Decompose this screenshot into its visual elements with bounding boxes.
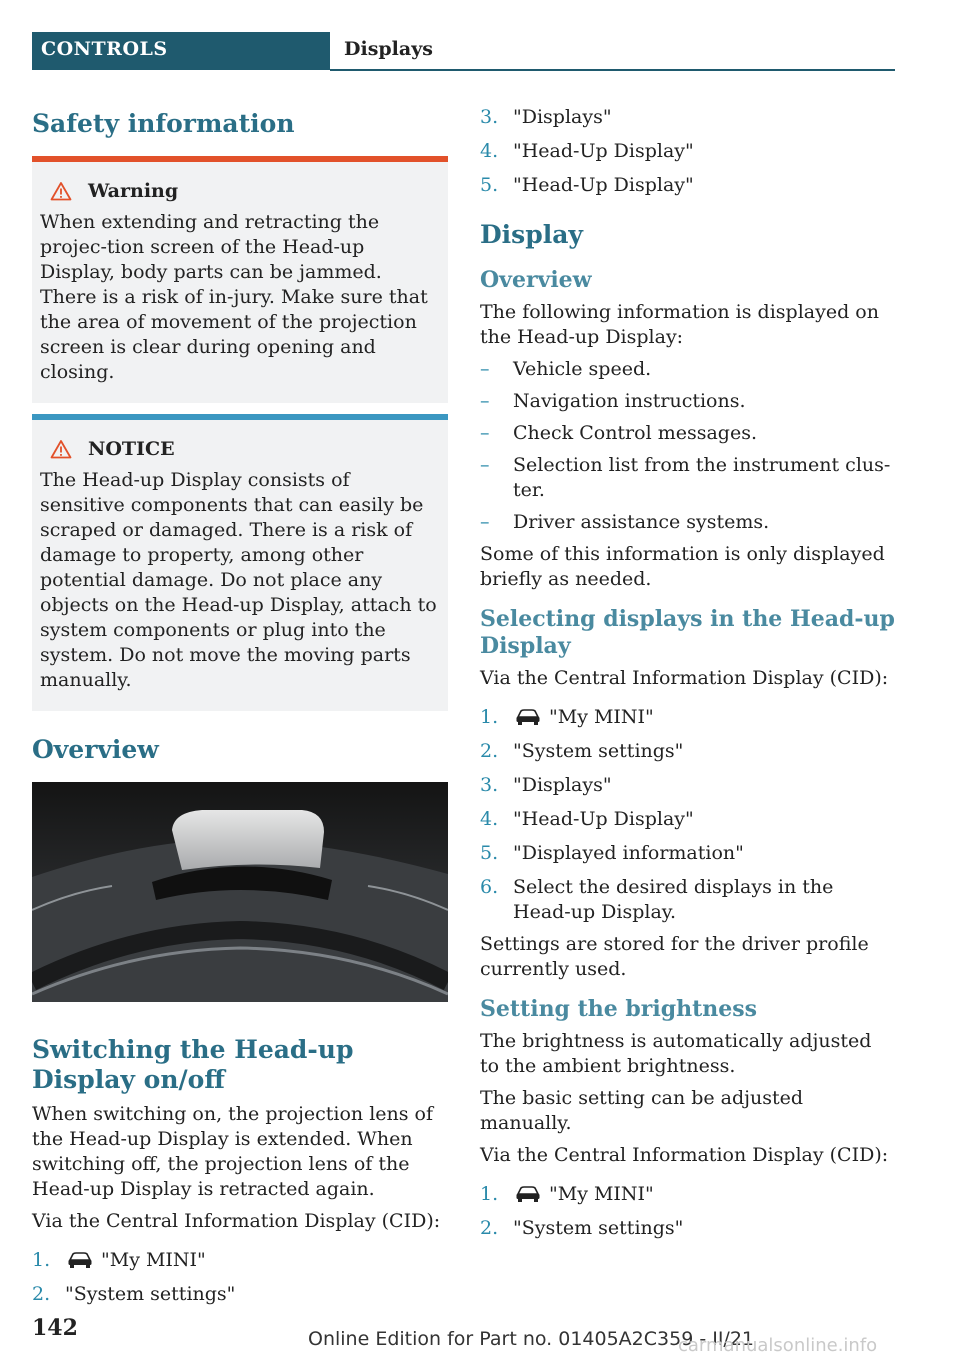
some-info-text: Some of this information is only displayed briefly as needed. [480,543,885,590]
header-rule [330,69,895,71]
step-text: Select the desired displays in the Head-up Display. [513,876,834,923]
list-item-text: Driver assistance systems. [513,511,770,533]
list-item [480,139,896,164]
switching-via-text: Via the Central Information Display (CID): [32,1210,441,1232]
dash-bullet: – [480,358,490,380]
step-text: "Head-Up Display" [513,174,694,196]
switching-heading: Switching the Head-up Display on/off [32,1035,354,1094]
list-item [480,421,896,446]
step-text [513,705,896,730]
step-number: 1. [480,1183,499,1205]
page-title: Displays [344,38,433,60]
list-item-text: Vehicle speed. [513,358,652,380]
step-text [513,1182,896,1207]
warning-triangle-icon [50,181,72,201]
step-text: "Displays" [513,106,612,128]
notice-title-text: NOTICE [88,438,175,460]
list-item [480,389,896,414]
step-number: 2. [480,740,499,762]
step-label: "My MINI" [101,1249,206,1271]
step-text: "System settings" [513,1217,684,1239]
list-item-text: Selection list from the instrument clus‐ter. [513,454,891,501]
warning-text: When extending and retracting the projec‐tion screen of the Head-up Display, body parts can be jammed. There is a risk of in‐jury. Make sure that the area of movement of the projection screen is clear during opening and closing. [40,211,428,383]
notice-triangle-icon [50,439,72,459]
list-item [480,807,896,832]
overview-text: The following information is displayed on the Head-up Display: [480,301,879,348]
list-item [480,105,896,130]
list-item [480,173,896,198]
step-number: 1. [32,1249,51,1271]
step-number: 1. [480,706,499,728]
list-item-text: Check Control messages. [513,422,757,444]
list-item [32,1248,448,1273]
switching-steps [32,1248,448,1307]
list-item-text: Navigation instructions. [513,390,746,412]
step-number: 4. [480,808,499,830]
basic-setting-text: The basic setting can be adjusted manually. [480,1087,804,1134]
step-number: 4. [480,140,499,162]
list-item [480,357,896,382]
brightness-via-text: Via the Central Information Display (CID): [480,1144,889,1166]
head-up-display-photo [32,782,448,1002]
step-text: "Head-Up Display" [513,808,694,830]
list-item [32,1282,448,1307]
step-number: 3. [480,106,499,128]
overview-subheading: Overview [480,267,592,293]
list-item [480,510,896,535]
step-label: "My MINI" [549,1183,654,1205]
list-item [480,1216,896,1241]
list-item [480,705,896,730]
brightness-steps [480,1182,896,1241]
dash-bullet: – [480,454,490,476]
step-text [65,1248,448,1273]
switching-text: When switching on, the projection lens of the Head-up Display is extended. When switching off, the projection lens of the Head-up Display is retracted again. [32,1103,434,1200]
notice-text: The Head-up Display consists of sensitive components that can easily be scraped or damaged. There is a risk of damage to property, among other potential damage. Do not place any objects on the Head-up Display, attach to system components or plug into the system. Do not move the moving parts manually. [40,469,437,691]
step-text: "System settings" [65,1283,236,1305]
dash-bullet: – [480,511,490,533]
settings-text: Settings are stored for the driver profile currently used. [480,933,869,980]
continued-steps [480,105,896,198]
step-label: "My MINI" [549,706,654,728]
list-item [480,1182,896,1207]
overview-heading: Overview [32,735,159,764]
selecting-heading: Selecting displays in the Head-up Display [480,606,895,659]
notice-title [40,438,440,460]
brightness-heading: Setting the brightness [480,996,758,1022]
warning-title-text: Warning [88,180,179,202]
car-icon [515,708,541,726]
step-text: "Displays" [513,774,612,796]
brightness-text: The brightness is automatically adjusted to the ambient brightness. [480,1030,872,1077]
step-number: 6. [480,876,499,898]
car-icon [515,1185,541,1203]
step-text: "Displayed information" [513,842,744,864]
right-column [480,105,896,1250]
section-label: CONTROLS [32,32,330,70]
dash-bullet: – [480,390,490,412]
warning-title [40,180,440,202]
step-number: 5. [480,174,499,196]
warning-box [32,156,448,403]
left-column [32,105,448,1316]
list-item [480,739,896,764]
edition-footer: Online Edition for Part no. 01405A2C359 - II/21 [308,1328,755,1350]
safety-heading: Safety information [32,109,295,138]
list-item [480,773,896,798]
dash-bullet: – [480,422,490,444]
display-heading: Display [480,220,583,249]
selecting-steps [480,705,896,925]
selecting-via-text: Via the Central Information Display (CID): [480,667,889,689]
step-number: 2. [480,1217,499,1239]
step-text: "System settings" [513,740,684,762]
list-item [480,841,896,866]
notice-box [32,414,448,711]
step-number: 2. [32,1283,51,1305]
info-list [480,357,896,535]
car-icon [67,1251,93,1269]
step-number: 5. [480,842,499,864]
list-item [480,875,896,925]
page-number: 142 [32,1315,78,1341]
page-header [32,32,895,72]
step-number: 3. [480,774,499,796]
step-text: "Head-Up Display" [513,140,694,162]
watermark: carmanualsonline.info [678,1335,878,1356]
list-item [480,453,896,503]
